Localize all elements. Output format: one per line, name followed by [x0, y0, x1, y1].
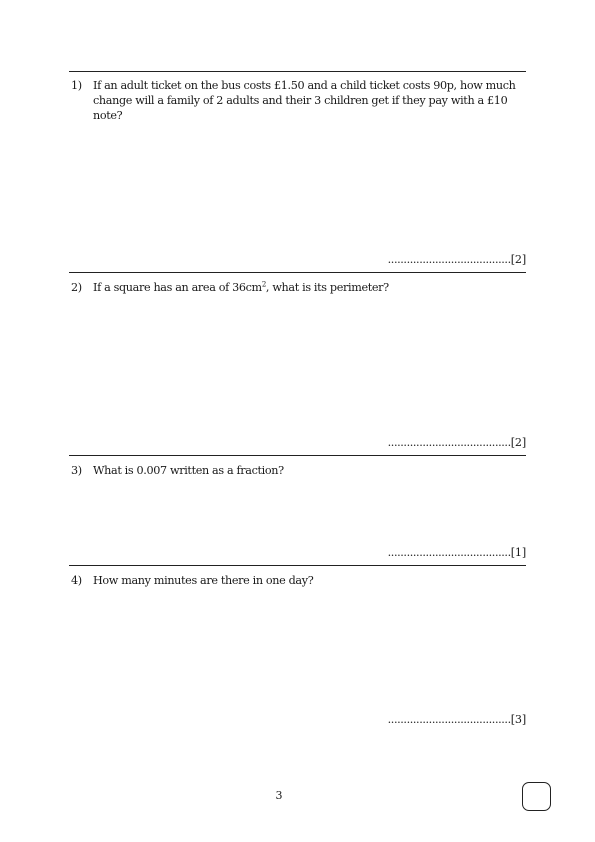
answer-dots: ....................................... [387, 436, 511, 449]
question-text: If an adult ticket on the bus costs £1.50 and a child ticket costs 90p, how much change will a family of 2 adults and their 3 children get if they pay with a £10 note? [93, 79, 516, 122]
question-text-part: , what is its perimeter? [265, 281, 389, 294]
question-divider [69, 455, 526, 456]
question-text: How many minutes are there in one day? [93, 574, 314, 587]
question-divider [69, 565, 526, 566]
question-number: 3) [71, 464, 82, 477]
marks-label: [3] [510, 713, 526, 726]
answer-dots: ....................................... [387, 253, 511, 266]
question-number: 2) [71, 281, 82, 294]
marks-label: [2] [510, 436, 526, 449]
question-divider [69, 272, 526, 273]
question-divider [69, 71, 526, 72]
answer-line-3[interactable] [388, 546, 526, 560]
question-3 [69, 463, 529, 478]
answer-line-4[interactable] [388, 713, 526, 727]
page-number: 3 [275, 789, 283, 802]
question-text-part: If a square has an area of 36cm [93, 281, 262, 294]
page-marks-box[interactable] [522, 782, 551, 811]
question-1 [69, 78, 529, 123]
superscript: 2 [261, 280, 266, 289]
question-number: 1) [71, 79, 82, 92]
answer-dots: ....................................... [387, 546, 511, 559]
question-2 [69, 280, 529, 295]
question-text [93, 280, 529, 295]
marks-label: [2] [510, 253, 526, 266]
answer-line-2[interactable] [388, 436, 526, 450]
question-number: 4) [71, 574, 82, 587]
question-text: What is 0.007 written as a fraction? [93, 464, 284, 477]
marks-label: [1] [510, 546, 526, 559]
answer-line-1[interactable] [388, 253, 526, 267]
answer-dots: ....................................... [387, 713, 511, 726]
question-4 [69, 573, 529, 588]
